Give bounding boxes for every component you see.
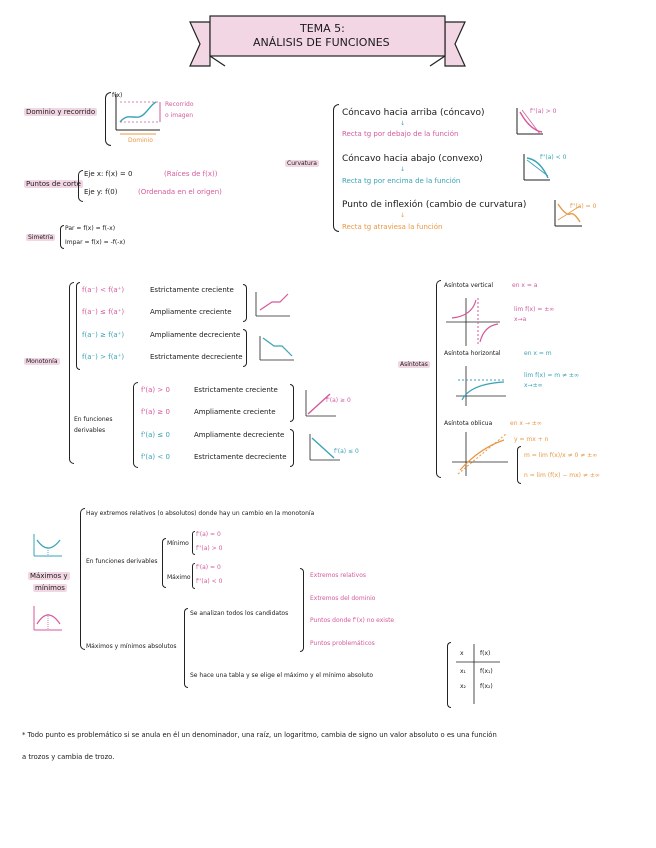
dominio-label: Dominio y recorrido (26, 108, 96, 116)
horizontal-lim: lim f(x) = m ≠ ±∞ (524, 372, 579, 379)
concavo-abajo: Cóncavo hacia abajo (convexo) (342, 154, 483, 164)
mono-cond-3: f(a⁻) > f(a⁺) (82, 353, 125, 361)
oblicua-y: y = mx + n (514, 436, 549, 443)
asintota-vertical: Asíntota vertical (444, 282, 494, 289)
oblicua-n: n = lim (f(x) − mx) ≠ ±∞ (524, 472, 600, 479)
cond-inflexion: f''(a) = 0 (570, 203, 597, 210)
tabla-f-0: f(x) (480, 650, 491, 657)
eje-x-text: Eje x: f(x) = 0 (84, 170, 133, 178)
deriv-cond-2: f'(a) ≤ 0 (141, 431, 170, 439)
minimo-c2: f''(a) > 0 (196, 545, 223, 552)
maximo-c1: f'(a) = 0 (196, 564, 221, 571)
mono-text-2: Ampliamente decreciente (150, 331, 241, 339)
monotonia-label: Monotonía (26, 358, 58, 365)
tabla-x-2: x₂ (460, 683, 466, 690)
deriv-text-0: Estrictamente creciente (194, 386, 278, 394)
asintota-horizontal-cond: en x = m (524, 350, 552, 357)
title-line1: TEMA 5: (300, 22, 345, 35)
derivables-label-2: derivables (74, 427, 106, 434)
curvatura-label: Curvatura (287, 160, 317, 167)
oblicua-m: m = lim f(x)/x ≠ 0 ≠ ±∞ (524, 452, 598, 459)
tabla-f-2: f(x₂) (480, 683, 493, 690)
deriv-text-3: Estrictamente decreciente (194, 453, 287, 461)
puntos-corte-label: Puntos de corte (26, 180, 81, 188)
dominio-fx: f(x) (112, 92, 123, 99)
recorrido-text: Recorrido (165, 101, 194, 108)
maximos-label-1: Máximos y (30, 572, 68, 580)
dominio-text: Dominio (128, 137, 153, 144)
tabla-x-0: x (460, 650, 464, 657)
minimo-label: Mínimo (167, 540, 189, 547)
cand-1: Extremos del dominio (310, 595, 376, 602)
tabla-x-1: x₁ (460, 668, 466, 675)
deriv-text-1: Ampliamente creciente (194, 408, 276, 416)
eje-y-note: (Ordenada en el origen) (138, 188, 222, 196)
fneg-cond: f'(a) ≤ 0 (334, 448, 359, 455)
cand-0: Extremos relativos (310, 572, 367, 579)
nota-line2: a trozos y cambia de trozo. (22, 753, 115, 761)
cand-2: Puntos donde f'(x) no existe (310, 617, 395, 624)
arrow-down-3: ↓ (400, 212, 406, 219)
simetria-label: Simetría (28, 234, 54, 241)
deriv-cond-0: f'(a) > 0 (141, 386, 170, 394)
asintota-oblicua: Asíntota oblicua (444, 420, 493, 427)
asintota-horizontal: Asíntota horizontal (444, 350, 501, 357)
asintota-vertical-cond: en x = a (512, 282, 538, 289)
concavo-arriba: Cóncavo hacia arriba (cóncavo) (342, 108, 485, 118)
eje-y-text: Eje y: f(0) (84, 188, 118, 196)
maximos-line1: Hay extremos relativos (o absolutos) donde hay un cambio en la monotonía (86, 510, 315, 517)
par-text: Par = f(x) = f(-x) (65, 225, 116, 232)
cand-3: Puntos problemáticos (310, 640, 375, 647)
cond-concavo-arriba: f''(a) > 0 (530, 108, 557, 115)
concavo-arriba-note: Recta tg por debajo de la función (342, 130, 459, 138)
asintota-oblicua-cond: en x → ±∞ (510, 420, 542, 427)
inflexion-text: Punto de inflexión (cambio de curvatura) (342, 200, 527, 210)
maximos-absolutos: Máximos y mínimos absolutos (86, 643, 177, 650)
candidatos-text: Se analizan todos los candidatos (190, 610, 289, 617)
derivables-label-1: En funciones (74, 416, 113, 423)
mono-text-1: Ampliamente creciente (150, 308, 232, 316)
impar-text: Impar = f(x) = -f(-x) (65, 239, 126, 246)
tabla-f-1: f(x₁) (480, 668, 493, 675)
vertical-lim: lim f(x) = ±∞ (514, 306, 555, 313)
cond-concavo-abajo: f''(a) < 0 (540, 154, 567, 161)
deriv-text-2: Ampliamente decreciente (194, 431, 285, 439)
imagen-text: o imagen (165, 112, 194, 119)
title-line2: ANÁLISIS DE FUNCIONES (253, 36, 390, 49)
asintotas-label: Asíntotas (400, 361, 428, 368)
nota-line1: * Todo punto es problemático si se anula en él un denominador, una raíz, un logaritmo, cambia de signo un valor absoluto o es una función (22, 731, 497, 739)
arrow-down-1: ↓ (400, 120, 406, 127)
mono-cond-1: f(a⁻) ≤ f(a⁺) (82, 308, 125, 316)
maximos-label-2: mínimos (35, 584, 65, 592)
deriv-cond-1: f'(a) ≥ 0 (141, 408, 170, 416)
mono-cond-2: f(a⁻) ≥ f(a⁺) (82, 331, 125, 339)
mono-text-3: Estrictamente decreciente (150, 353, 243, 361)
fpos-cond: f'(a) ≥ 0 (326, 397, 351, 404)
arrow-down-2: ↓ (400, 166, 406, 173)
minimo-c1: f'(a) = 0 (196, 531, 221, 538)
vertical-sub: x→a (514, 316, 527, 323)
maximos-derivables: En funciones derivables (86, 558, 158, 565)
horizontal-sub: x→±∞ (524, 382, 543, 389)
tabla-text: Se hace una tabla y se elige el máximo y el mínimo absoluto (190, 672, 374, 679)
inflexion-note: Recta tg atraviesa la función (342, 223, 443, 231)
maximo-c2: f''(a) < 0 (196, 578, 223, 585)
mono-cond-0: f(a⁻) < f(a⁺) (82, 286, 125, 294)
maximo-label: Máximo (167, 574, 191, 581)
mono-text-0: Estrictamente creciente (150, 286, 234, 294)
deriv-cond-3: f'(a) < 0 (141, 453, 170, 461)
concavo-abajo-note: Recta tg por encima de la función (342, 177, 461, 185)
eje-x-note: (Raíces de f(x)) (164, 170, 218, 178)
